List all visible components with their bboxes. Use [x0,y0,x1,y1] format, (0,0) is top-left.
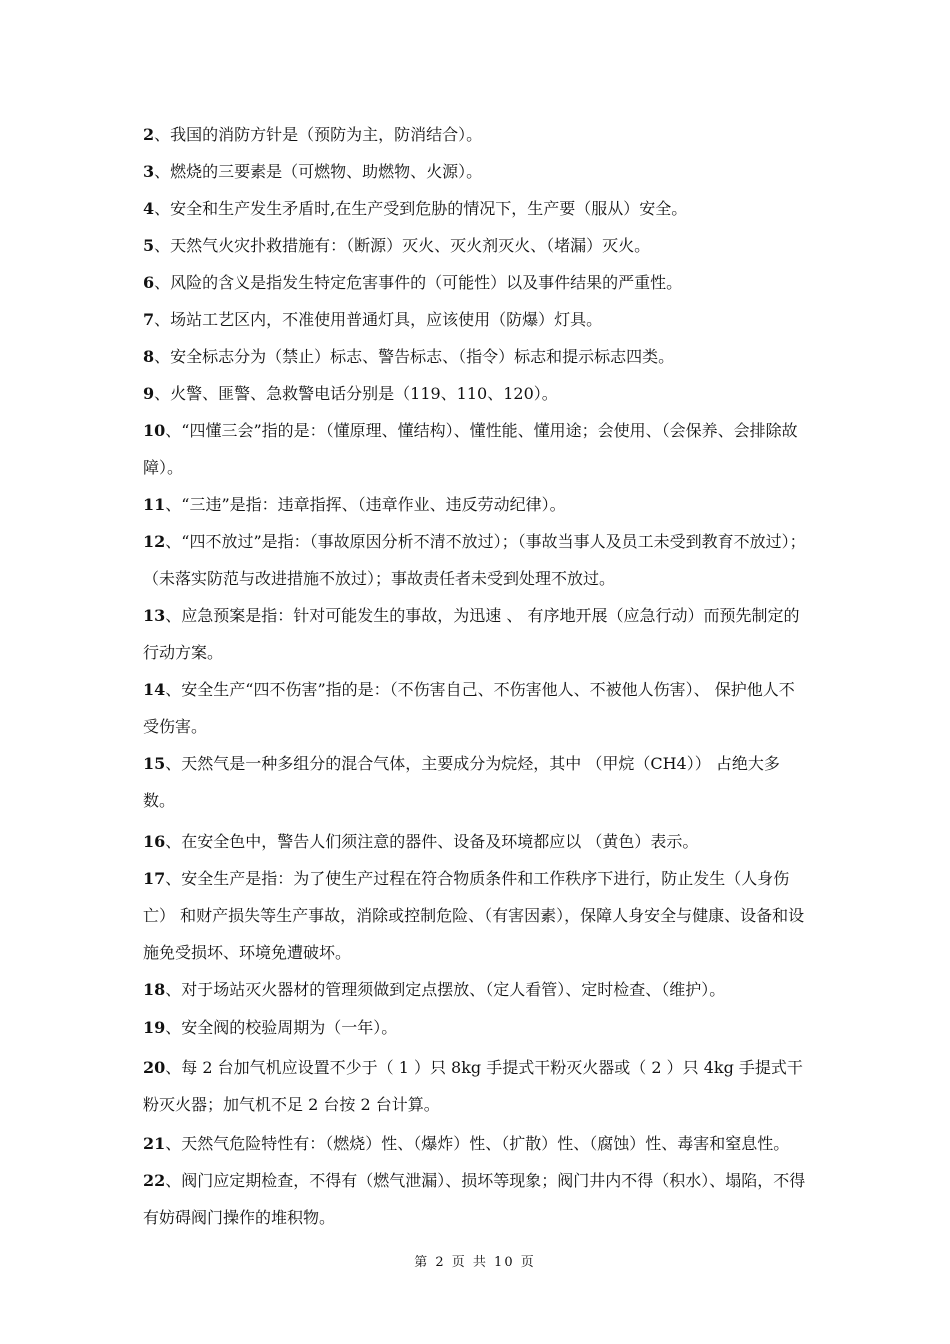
list-item [143,1125,808,1162]
item-text: 、“四懂三会”指的是：（懂原理、懂结构）、懂性能、懂用途；会使用、（会保养、会排除故障）。 [143,421,798,477]
item-number: 2 [143,125,155,144]
list-item [143,338,808,375]
list-item [143,597,808,671]
item-text: 、应急预案是指：针对可能发生的事故，为迅速 、 有序地开展（应急行动）而预先制定的行动方案。 [143,606,800,662]
item-number: 4 [143,199,155,218]
item-number: 18 [143,980,166,999]
list-item [143,971,808,1008]
item-number: 7 [143,310,155,329]
list-item [143,116,808,153]
item-text: 、在安全色中，警告人们须注意的器件、设备及环境都应以 （黄色）表示。 [165,832,699,851]
page-footer: 第 2 页 共 10 页 [414,1255,536,1270]
item-number: 10 [143,421,166,440]
list-item [143,227,808,264]
list-item [143,412,808,486]
item-text: 、我国的消防方针是（预防为主，防消结合）。 [154,125,483,144]
list-item [143,1049,808,1123]
item-text: 、风险的含义是指发生特定危害事件的（可能性）以及事件结果的严重性。 [154,273,683,292]
item-number: 16 [143,832,166,851]
item-number: 11 [143,495,166,514]
item-text: 、天然气危险特性有：（燃烧）性、（爆炸）性、（扩散）性、（腐蚀）性、毒害和窒息性。 [165,1134,790,1153]
item-text: 、对于场站灭火器材的管理须做到定点摆放、（定人看管）、定时检查、（维护）。 [165,980,726,999]
item-text: 、安全生产是指：为了使生产过程在符合物质条件和工作秩序下进行，防止发生（人身伤亡） 和财产损失等生产事故，消除或控制危险、（有害因素），保障人身安全与健康、设备和设施免受损坏、环境免遭破坏。 [143,869,805,962]
list-item [143,1009,808,1046]
item-number: 14 [143,680,166,699]
list-item [143,486,808,523]
item-number: 3 [143,162,155,181]
item-number: 12 [143,532,166,551]
item-text: 、安全生产“四不伤害”指的是：（不伤害自己、不伤害他人、不被他人伤害）、 保护他人不受伤害。 [143,680,795,736]
list-item [143,264,808,301]
list-item [143,671,808,745]
item-number: 19 [143,1018,166,1037]
list-item [143,823,808,860]
item-text: 、“三违”是指：违章指挥、（违章作业、违反劳动纪律）。 [165,495,566,514]
item-text: 、安全阀的校验周期为（一年）。 [165,1018,398,1037]
item-text: 、每 2 台加气机应设置不少于（ 1 ）只 8kg 手提式干粉灭火器或（ 2 ）只 4kg 手提式干粉灭火器；加气机不足 2 台按 2 台计算。 [143,1058,803,1114]
item-text: 、火警、匪警、急救警电话分别是（119、110、120）。 [154,384,558,403]
item-text: 、安全和生产发生矛盾时,在生产受到危胁的情况下，生产要（服从）安全。 [154,199,688,218]
item-number: 6 [143,273,155,292]
item-number: 8 [143,347,155,366]
item-text: 、阀门应定期检查，不得有（燃气泄漏）、损坏等现象；阀门井内不得（积水）、塌陷，不得有妨碍阀门操作的堆积物。 [143,1171,806,1227]
list-item [143,860,808,971]
item-number: 13 [143,606,166,625]
item-number: 21 [143,1134,166,1153]
item-text: 、天然气火灾扑救措施有：（断源）灭火、灭火剂灭火、（堵漏）灭火。 [154,236,651,255]
list-item [143,745,808,819]
list-item [143,1162,808,1236]
item-text: 、安全标志分为（禁止）标志、警告标志、（指令）标志和提示标志四类。 [154,347,675,366]
item-number: 22 [143,1171,166,1190]
item-number: 5 [143,236,155,255]
list-item [143,190,808,227]
item-number: 20 [143,1058,166,1077]
item-number: 17 [143,869,166,888]
item-text: 、“四不放过”是指：（事故原因分析不清不放过）；（事故当事人及员工未受到教育不放过）；（未落实防范与改进措施不放过）；事故责任者未受到处理不放过。 [143,532,806,588]
item-text: 、天然气是一种多组分的混合气体，主要成分为烷烃，其中 （甲烷（CH4）） 占绝大多数。 [143,754,780,810]
item-number: 15 [143,754,166,773]
item-text: 、场站工艺区内，不准使用普通灯具，应该使用（防爆）灯具。 [154,310,603,329]
list-item [143,523,808,597]
list-item [143,153,808,190]
list-item [143,301,808,338]
item-text: 、燃烧的三要素是（可燃物、助燃物、火源）。 [154,162,483,181]
list-item [143,375,808,412]
item-number: 9 [143,384,155,403]
